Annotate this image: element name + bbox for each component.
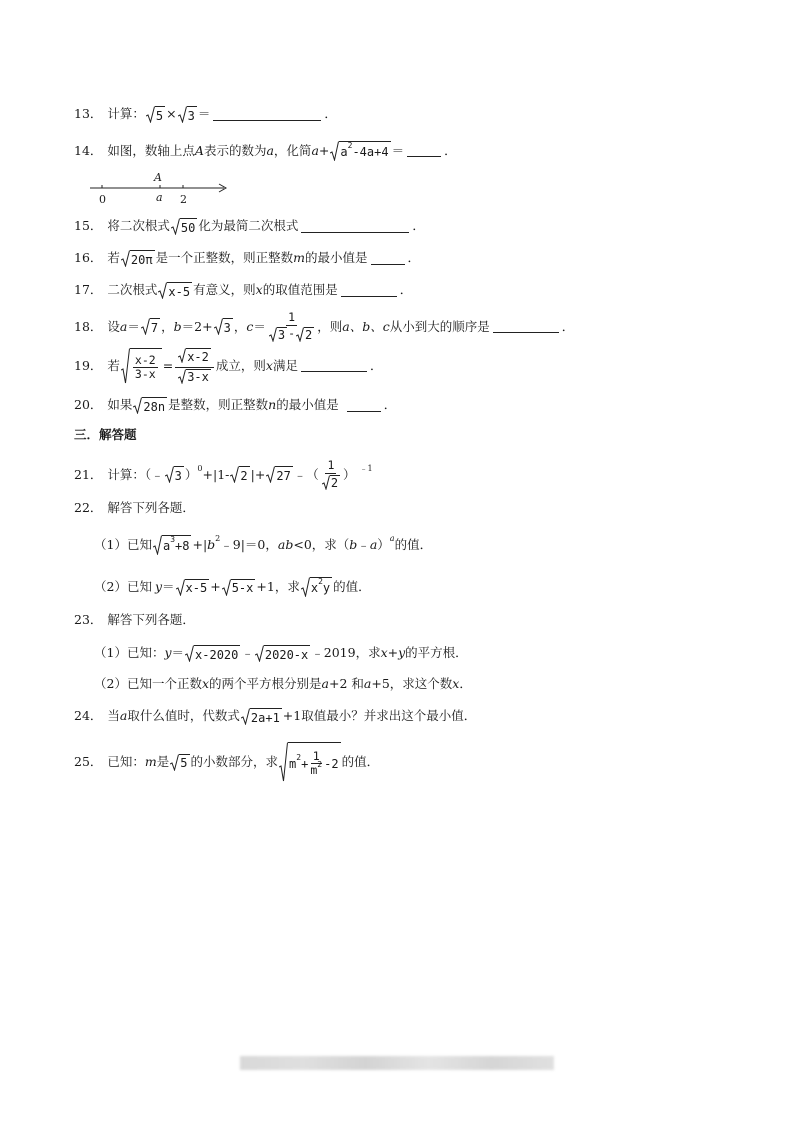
question-number: 19． bbox=[74, 357, 103, 373]
answer-blank[interactable] bbox=[301, 221, 409, 233]
sqrt-expression: 5 bbox=[146, 106, 165, 123]
question-20: 20． 如果 28n 是整数，则正整数 n 的最小值是 ． bbox=[74, 397, 397, 414]
question-22-part-1: （1）已知 a 3 +8 +| b 2 ﹣9|＝0， ab <0，求（ b ﹣ a ） a 的值． bbox=[94, 534, 433, 553]
question-number: 16． bbox=[74, 250, 103, 266]
question-number: 15． bbox=[74, 218, 103, 234]
question-number: 24． bbox=[74, 708, 103, 724]
sqrt-expression: 2a+1 bbox=[241, 708, 282, 725]
question-number: 13． bbox=[74, 106, 103, 122]
sqrt-fraction: $\frac{x-2}{3-x}$ bbox=[121, 348, 162, 384]
question-21: 21． 计算：（﹣ 3 ） 0 + | 1- 2 | + 27 ﹣（ $\frac{1}{2}$ ） ﹣1 bbox=[74, 458, 373, 490]
answer-blank[interactable] bbox=[301, 360, 367, 372]
question-text: 计算： bbox=[107, 106, 145, 122]
fraction: $\frac{x-2}{3-x}$ bbox=[175, 348, 214, 384]
sqrt-expression: 50 bbox=[171, 218, 197, 235]
sqrt-expression: 27 bbox=[266, 466, 292, 483]
question-number: 25． bbox=[74, 753, 103, 769]
question-number: 23． bbox=[74, 612, 103, 627]
question-25: 25． 已知： m 是 5 的小数部分，求 m 2 + 1 m 2 -2 的值． bbox=[74, 742, 379, 782]
sqrt-expression: 5-x bbox=[222, 579, 256, 596]
sqrt-expression: 28n bbox=[133, 397, 167, 414]
answer-blank[interactable] bbox=[213, 109, 321, 121]
question-22: 22． 解答下列各题． bbox=[74, 500, 195, 515]
question-number: 21． bbox=[74, 466, 103, 482]
question-23-part-1: （1）已知： y ＝ x-2020 ﹣ 2020-x ﹣2019，求 x+y 的平方根． bbox=[94, 645, 468, 662]
answer-blank[interactable] bbox=[493, 321, 559, 333]
sqrt-expression: x-5 bbox=[176, 579, 210, 596]
answer-blank[interactable] bbox=[371, 253, 405, 265]
sqrt-expression: x-2020 bbox=[185, 645, 240, 662]
answer-blank[interactable] bbox=[341, 285, 397, 297]
question-23-part-2: （2）已知一个正数 x 的两个平方根分别是 a +2 和 a +5，求这个数 x ． bbox=[94, 676, 472, 691]
question-24: 24． 当 a 取什么值时，代数式 2a+1 +1取值最小？并求出这个最小值． bbox=[74, 708, 477, 725]
sqrt-expression: 2020-x bbox=[255, 645, 310, 662]
question-number: 17． bbox=[74, 282, 103, 298]
question-23: 23． 解答下列各题． bbox=[74, 612, 195, 627]
question-22-part-2: （2）已知 y ＝ x-5 + 5-x +1，求 x 2 y 的值． bbox=[94, 577, 371, 595]
sqrt-expression: 3 bbox=[178, 106, 197, 123]
question-number: 22． bbox=[74, 500, 103, 515]
sqrt-expression: 3 bbox=[214, 318, 233, 335]
answer-blank[interactable] bbox=[407, 145, 441, 157]
sqrt-expression: 2 bbox=[230, 466, 249, 483]
sqrt-expression: x 2 y bbox=[301, 577, 332, 597]
fraction: $\frac{1}{2}$ bbox=[321, 460, 341, 490]
sqrt-fraction: m 2 + 1 m 2 -2 bbox=[279, 742, 341, 782]
question-19: 19． 若 $\frac{x-2}{3-x}$ = $\frac{x-2}{3-x}$ 成立，则 x 满足 ． bbox=[74, 349, 383, 385]
question-15: 15． 将二次根式 50 化为最简二次根式 ． bbox=[74, 218, 425, 235]
question-number: 18． bbox=[74, 318, 103, 334]
sqrt-expression: 7 bbox=[141, 318, 160, 335]
question-18: 18． 设 a ＝ 7 ， b ＝2+ 3 ， c ＝ 1 3 - 2 ，则 a、b、c 从小到大的顺序是 ． bbox=[74, 310, 575, 342]
number-line-figure bbox=[88, 168, 233, 208]
question-number: 20． bbox=[74, 397, 103, 413]
label-point-A: A bbox=[154, 171, 162, 184]
sqrt-expression: 20π bbox=[121, 250, 155, 267]
question-17: 17． 二次根式 x-5 有意义，则 x 的取值范围是 ． bbox=[74, 282, 413, 299]
sqrt-expression: 3 bbox=[165, 466, 184, 483]
label-zero: 0 bbox=[99, 193, 106, 206]
section-heading: 三．解答题 bbox=[74, 427, 137, 442]
question-16: 16． 若 20π 是一个正整数，则正整数 m 的最小值是 ． bbox=[74, 250, 421, 267]
sqrt-expression: a 3 +8 bbox=[153, 535, 192, 555]
label-two: 2 bbox=[180, 193, 187, 206]
question-number: 14． bbox=[74, 142, 103, 158]
answer-blank[interactable] bbox=[347, 400, 381, 412]
fraction: 1 3 - 2 bbox=[268, 312, 315, 342]
label-a: a bbox=[156, 191, 163, 204]
question-13: 13． 计算： 5 × 3 ＝ ． bbox=[74, 106, 337, 123]
sqrt-expression: a 2 -4a+4 bbox=[330, 141, 390, 161]
blurred-footer bbox=[240, 1056, 554, 1070]
sqrt-expression: 5 bbox=[170, 754, 189, 771]
question-14: 14． 如图，数轴上点 A 表示的数为 a ，化简 a + a 2 -4a+4 ＝ ． bbox=[74, 141, 457, 159]
sqrt-expression: x-5 bbox=[158, 282, 192, 299]
